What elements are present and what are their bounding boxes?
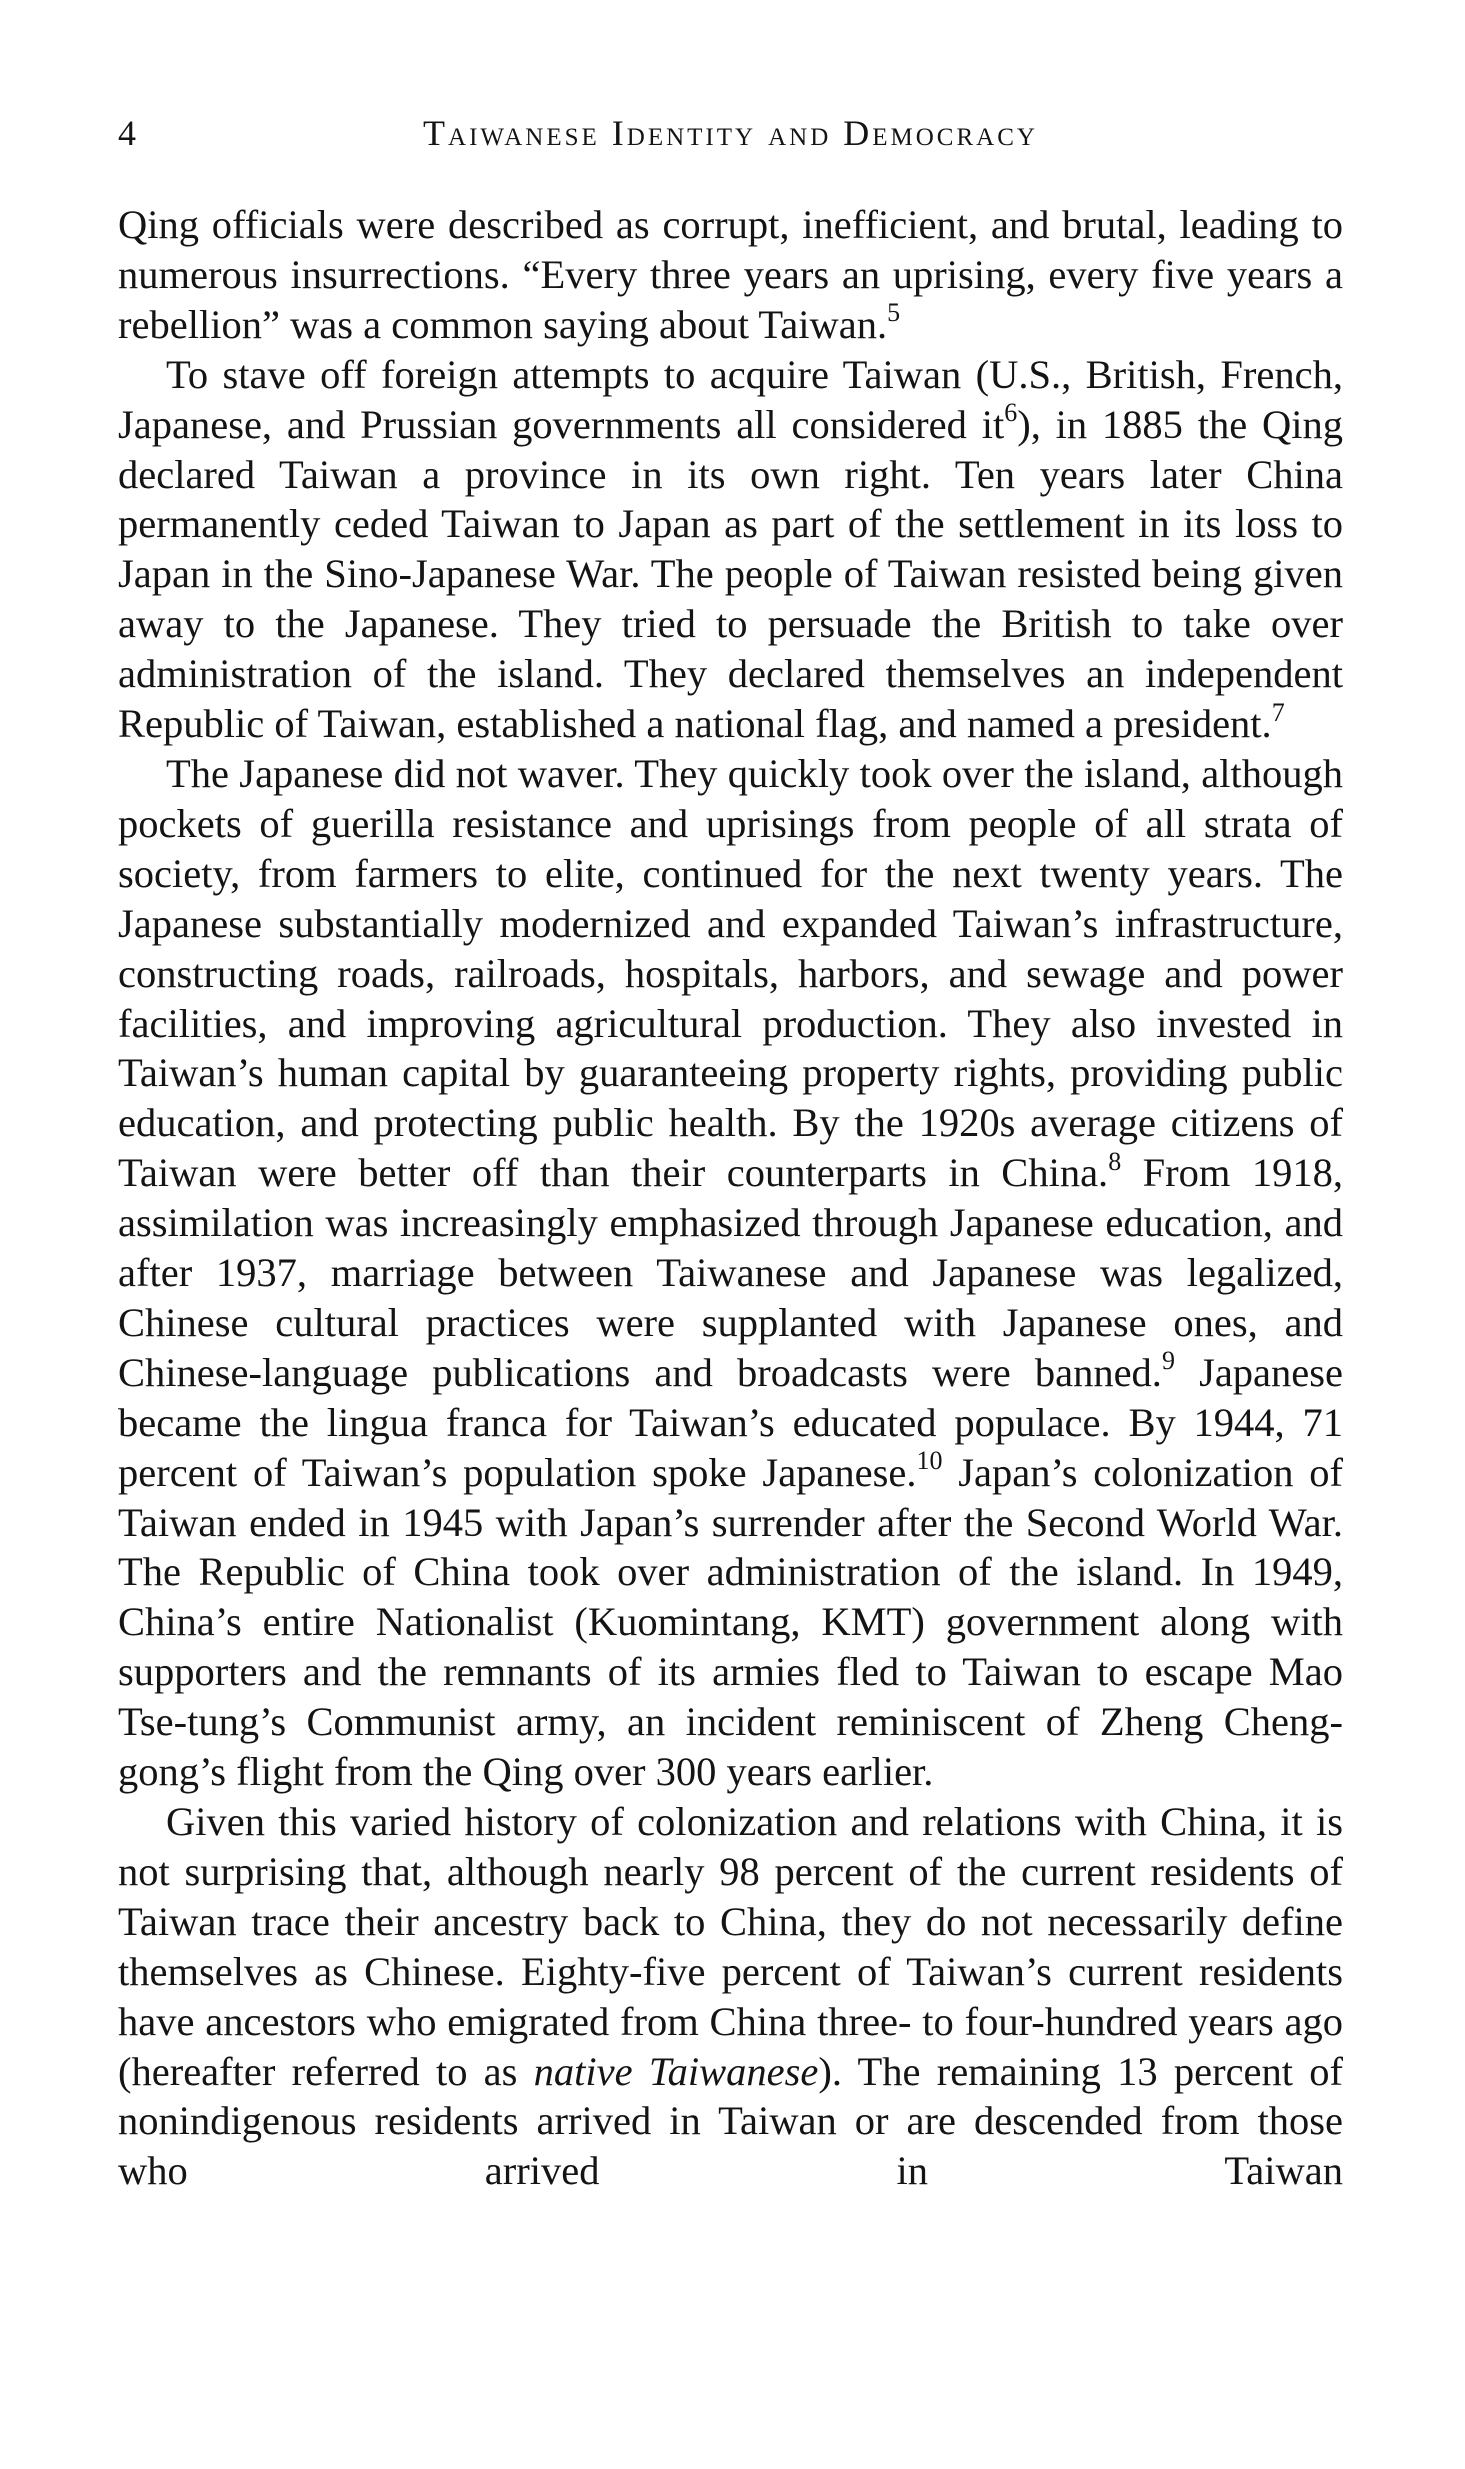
footnote-ref-10: 10: [916, 1446, 943, 1476]
paragraph-2-text-2: ), in 1885 the Qing declared Taiwan a province in its own right. Ten years later China permanently ceded Taiwan to Japan as part of the settlement in its loss to Japan in the Sino-Japanese War. The people of Taiwan resisted being given away to the Japanese. They tried to persuade the British to take over administration of the island. They declared themselves an independent Republic of Taiwan, established a national flag, and named a president.: [118, 401, 1343, 747]
paragraph-1-text-1: Qing officials were described as corrupt, inefficient, and brutal, leading to numerous insurrections. “Every three years an uprising, every five years a rebellion” was a common saying about Taiwan.: [118, 202, 1343, 347]
paragraph-4: [118, 1797, 1343, 2196]
paragraph-4-text-1: Given this varied history of colonization and relations with China, it is not surprising that, although nearly 98 percent of the current residents of Taiwan trace their ancestry back to China, they do not necessarily define themselves as Chinese. Eighty-five percent of Taiwan’s current residents have ancestors who emigrated from China three- to four-hundred years ago (hereafter referred to as: [118, 1799, 1343, 2094]
italic-term: native Taiwanese: [533, 2048, 819, 2094]
paragraph-3: [118, 749, 1343, 1797]
running-head: [118, 108, 1343, 158]
footnote-ref-7: 7: [1271, 697, 1285, 727]
footnote-ref-9: 9: [1161, 1346, 1175, 1376]
paragraph-4-text-2: ). The remaining 13 percent of nonindigenous residents arrived in Taiwan or are descended from those who arrived in Taiwan: [118, 2048, 1343, 2194]
paragraph-2: [118, 350, 1343, 749]
footnote-ref-5: 5: [887, 298, 901, 328]
body-text: [118, 200, 1343, 2196]
page-number: 4: [118, 113, 136, 153]
paragraph-3-text-2: From 1918, assimilation was increasingly emphasized through Japanese education, and after 1937, marriage between Taiwanese and Japanese was legalized, Chinese cultural practices were supplanted with Japanese ones, and Chinese-language publications and broadcasts were banned.: [118, 1150, 1344, 1395]
footnote-ref-6: 6: [1004, 398, 1018, 428]
paragraph-1: [118, 200, 1343, 350]
paragraph-3-text-3: Japanese became the lingua franca for Taiwan’s educated populace. By 1944, 71 percent of Taiwan’s population spoke Japanese.: [118, 1349, 1343, 1495]
paragraph-3-text-1: The Japanese did not waver. They quickly took over the island, although pockets of guerilla resistance and uprisings from people of all strata of society, from farmers to elite, continued for the next twenty years. The Japanese substantially modernized and expanded Taiwan’s infrastructure, constructing roads, railroads, hospitals, harbors, and sewage and power facilities, and improving agricultural production. They also invested in Taiwan’s human capital by guaranteeing property rights, providing public education, and protecting public health. By the 1920s average citizens of Taiwan were better off than their counterparts in China.: [118, 750, 1343, 1196]
footnote-ref-8: 8: [1108, 1146, 1122, 1176]
paragraph-3-text-4: Japan’s colonization of Taiwan ended in 1945 with Japan’s surrender after the Second World War. The Republic of China took over administration of the island. In 1949, China’s entire Nationalist (Kuomintang, KMT) government along with supporters and the remnants of its armies fled to Taiwan to escape Mao Tse-tung’s Communist army, an incident reminiscent of Zheng Cheng-gong’s flight from the Qing over 300 years earlier.: [118, 1449, 1343, 1795]
paragraph-2-text-1: To stave off foreign attempts to acquire Taiwan (U.S., British, French, Japanese, and Prussian governments all considered it: [118, 351, 1343, 447]
running-title: Taiwanese Identity and Democracy: [423, 113, 1038, 153]
